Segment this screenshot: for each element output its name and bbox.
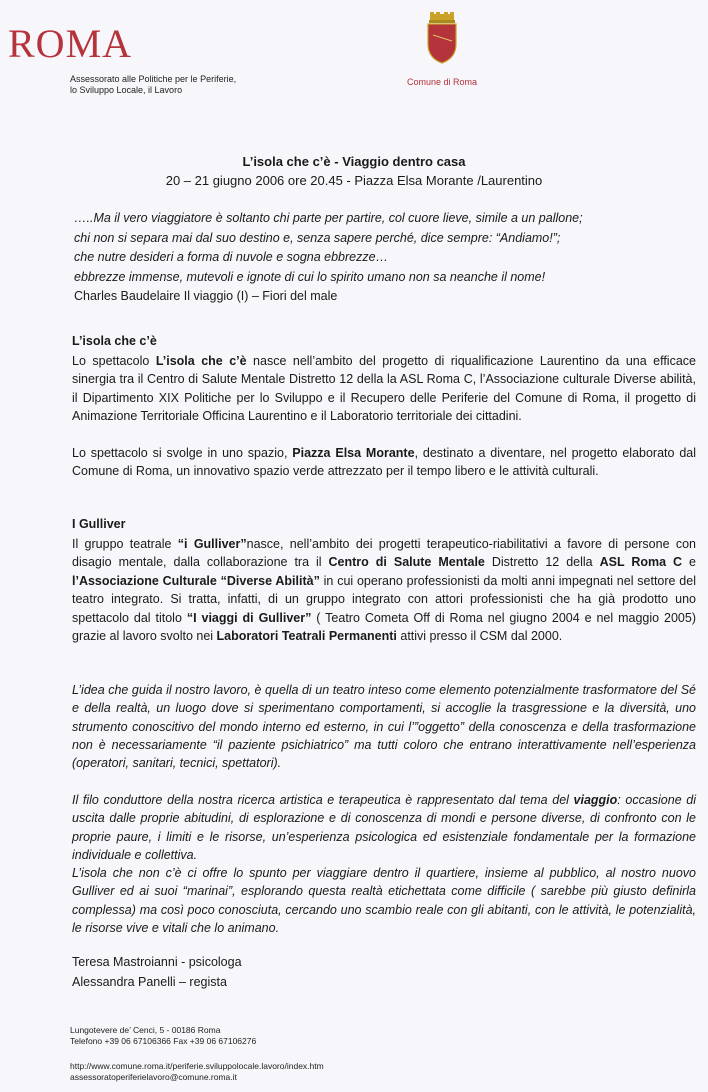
comune-di-roma-label: Comune di Roma [407, 77, 478, 87]
footer-email-link[interactable]: assessoratoperiferielavoro@comune.roma.it [70, 1071, 237, 1082]
viaggio-paragraph [72, 791, 696, 864]
text-run: nasce nell’ambito del progetto di riqualificazione Laurentino da una efficace sinergia tra il Centro di Salute Mentale Distretto 12 della la ASL Roma C, l’Associazione culturale Diverse abilità, il Dipartimento XIX Politiche per lo Sviluppo e il Recupero delle Periferie del Comune di Roma, il progetto di Animazione Territoriale Officina Laurentino e il Laboratorio territoriale dei cittadini. [72, 354, 696, 424]
bold-run: L’isola che c’è [155, 354, 247, 368]
text-run: Lo spettacolo [72, 354, 156, 368]
idea-paragraph: L’idea che guida il nostro lavoro, è quella di un teatro inteso come elemento potenzialmente trasformatore del Sé e della realtà, un luogo dove si sperimentano comportamenti, si accoglie la trasgressione e la diversità, uno strumento conoscitivo del mondo interno ed esterno, in cui l’”oggetto” della conoscenza e della trasformazione non è necessariamente “il paziente psichiatrico” ma tutti coloro che entrano interattivamente nell’esperienza (operatori, sanitari, tecnici, spettatori). [72, 683, 696, 771]
text-run: : occasione di uscita dalle proprie abitudini, di esplorazione e di conoscenza di mondi e persone diverse, di confronto con le proprie paure, i limiti e le risorse, un’esperienza psicologica ed esistenziale fondamentale per la formazione individuale e collettiva. [72, 793, 696, 862]
text-run: Distretto 12 della [484, 555, 600, 570]
isola-paragraph-2 [72, 444, 696, 481]
footer-contact [70, 1025, 256, 1046]
event-date-place: 20 – 21 giugno 2006 ore 20.45 - Piazza Elsa Morante /Laurentino [165, 173, 543, 188]
assessorato-line-2: lo Sviluppo Locale, il Lavoro [70, 85, 183, 95]
footer-url-link[interactable]: http://www.comune.roma.it/periferie.sviluppolocale.lavoro/index.htm [70, 1061, 324, 1071]
bold-run: viaggio [573, 793, 618, 807]
isola-non-paragraph: L’isola che non c’è ci offre lo spunto per viaggiare dentro il quartiere, insieme al pubblico, al nostro nuovo Gulliver ed ai suoi “marinai”, esplorando questa realtà etichettata come difficile ( sarebbe più giusto definirla complessa) ma così poco conosciuta, cercando uno scambio reale con gli abitanti, con le attività, le potenzialità, le risorse vive e vitali che lo animano. [72, 866, 696, 935]
isola-paragraph-1 [72, 352, 696, 426]
signatures [72, 952, 242, 992]
quote-line: …..Ma il vero viaggiatore è soltanto chi parte per partire, col cuore lieve, simile a un pallone; [74, 211, 583, 225]
event-title-block [0, 152, 708, 190]
bold-run: ASL Roma C [599, 555, 683, 570]
text-run: Lo spettacolo si svolge in uno spazio, [72, 446, 293, 460]
bold-run: l’Associazione Culturale “Diverse Abilità” [72, 573, 320, 588]
text-run: nasce, nell’ambito dei progetti terapeutico-riabilitativi a favore di persone con disagio mentale, dalla collaborazione tra il [72, 537, 696, 570]
footer-address: Lungotevere de’ Cenci, 5 - 00186 Roma [70, 1025, 221, 1035]
text-run: in cui operano professionisti da molti anni impegnati nel settore del teatro integrato. Si tratta, infatti, di un gruppo integrato con attori professionisti che ha già prodotto uno spettacolo dal titolo [72, 573, 696, 625]
text-run: , destinato a diventare, nel progetto elaborato dal Comune di Roma, un innovativo spazio verde attrezzato per il tempo libero e le attività culturali. [72, 446, 697, 479]
quote-line: chi non si separa mai dal suo destino e, senza sapere perché, dice sempre: “Andiamo!”; [74, 230, 561, 245]
text-run: attivi presso il CSM dal 2000. [396, 629, 563, 644]
assessorato-heading [70, 74, 236, 96]
footer-phone: Telefono +39 06 67106366 Fax +39 06 67106276 [70, 1035, 257, 1046]
text-run: Il gruppo teatrale [72, 537, 178, 551]
bold-run: “I viaggi di Gulliver” [186, 610, 312, 625]
assessorato-line-1: Assessorato alle Politiche per le Periferie, [70, 74, 237, 84]
event-title: L’isola che c’è - Viaggio dentro casa [242, 154, 466, 169]
quote-line: che nutre desideri a forma di nuvole e sogna ebbrezze… [74, 250, 389, 264]
section-heading-isola: L’isola che c’è [72, 334, 157, 348]
bold-run: Centro di Salute Mentale [328, 555, 485, 570]
gulliver-paragraph [72, 535, 696, 645]
quote-line: ebbrezze immense, mutevoli e ignote di cui lo spirito umano non sa neanche il nome! [74, 269, 546, 284]
signature-regista: Alessandra Panelli – regista [72, 975, 227, 989]
footer-web [70, 1061, 324, 1082]
quote-author: Charles Baudelaire Il viaggio (I) – Fiori del male [74, 289, 338, 303]
section-heading-gulliver: I Gulliver [72, 517, 126, 531]
bold-run: Laboratori Teatrali Permanenti [216, 629, 397, 644]
text-run: Il filo conduttore della nostra ricerca artistica e terapeutica è rappresentato dal tema del [72, 793, 574, 807]
signature-psicologa: Teresa Mastroianni - psicologa [72, 955, 242, 969]
baudelaire-quote [74, 209, 674, 307]
bold-run: Piazza Elsa Morante [292, 446, 415, 460]
roma-logo: ROMA [8, 21, 133, 66]
comune-crest-icon [425, 12, 459, 64]
bold-run: “i Gulliver” [177, 537, 247, 551]
text-run: ( Teatro Cometa Off di Roma nel giugno 2004 e nel maggio 2005) grazie al lavoro svolto nei [72, 610, 696, 644]
text-run: e [682, 555, 696, 570]
